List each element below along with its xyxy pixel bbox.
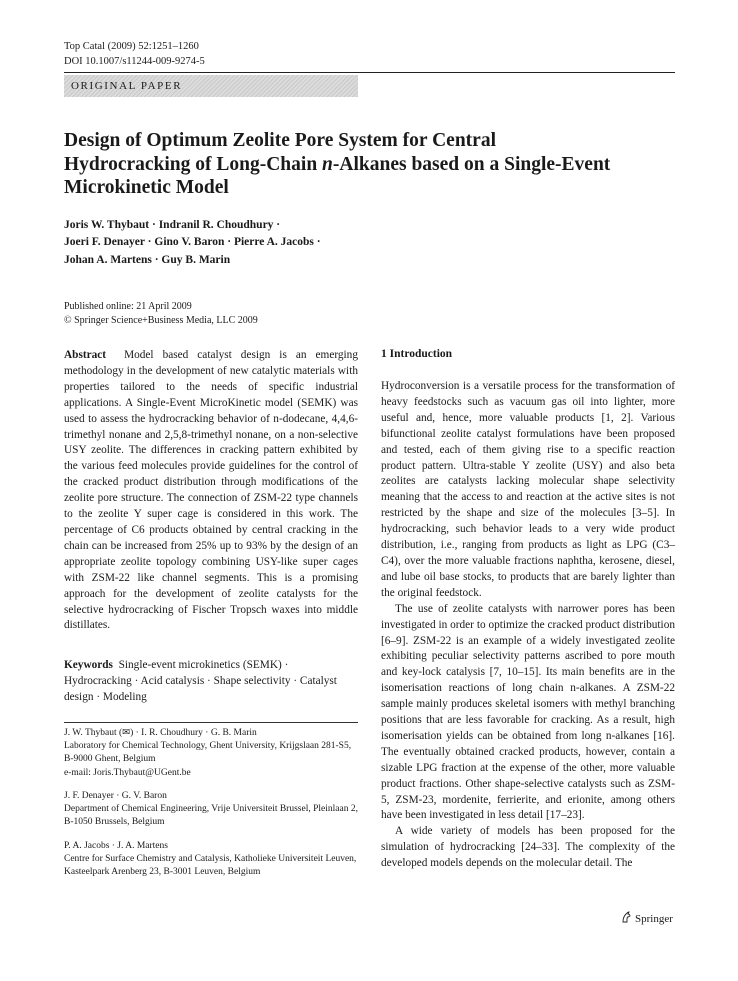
abstract-label: Abstract (64, 349, 107, 361)
publisher-mark (620, 911, 673, 926)
doi: DOI 10.1007/s11244-009-9274-5 (64, 56, 205, 67)
header-rule (64, 72, 675, 73)
published-date: Published online: 21 April 2009 (64, 301, 192, 312)
publisher-name: Springer (635, 912, 673, 925)
section-heading: 1 Introduction (381, 348, 453, 360)
affiliation: P. A. Jacobs · J. A. Martens Centre for Surface Chemistry and Catalysis, Katholieke Universiteit Leuven, Kasteelpark Arenberg 23, B-3001 Leuven, Belgium (64, 841, 357, 878)
author-line: Joeri F. Denayer · Gino V. Baron · Pierre A. Jacobs · (64, 236, 321, 249)
abstract (64, 348, 358, 634)
abstract-text: Model based catalyst design is an emerging methodology in the development of new catalytic materials with properties tailored to the needs of specific industrial applications. A Single-Event MicroKinetic model (SEMK) was used to assess the hydrocracking behavior of n-dodecane, 4,4,6-trimethyl nonane and 2,5,8-trimethyl nonane, on a non-selective USY zeolite. The differences in cracking pattern exhibited by the various feed molecules provide guidelines for the control of the cracked product distribution through modifications of the zeolite pore structure. The connection of ZSM-22 type channels to the zeolite Y super cage is considered in this work. The percentage of C6 products obtained by central cracking in the chain can be increased from 25% up to 93% by the design of an appropriate zeolite topology combining USY-like super cages with ZSM-22 like channel segments. This is a promising approach for the development of zeolite catalysts for the selective hydrocracking of Fischer Tropsch waxes into middle distillates. (64, 349, 358, 632)
copyright: © Springer Science+Business Media, LLC 2009 (64, 315, 258, 326)
author-list (64, 217, 484, 269)
springer-horse-icon (620, 911, 632, 926)
affiliation: J. F. Denayer · G. V. Baron Department of Chemical Engineering, Vrije Universiteit Brussel, Pleinlaan 2, B-1050 Brussels, Belgium (64, 791, 358, 828)
affiliation: J. W. Thybaut (✉) · I. R. Choudhury · G. B. Marin Laboratory for Chemical Technology, Ghent University, Krijgslaan 281-S5, B-9000 Ghent, Belgium e-mail: Joris.Thybaut@UGent.be (64, 728, 352, 778)
author-line: Johan A. Martens · Guy B. Marin (64, 253, 231, 266)
publication-info (64, 300, 258, 328)
affiliation-rule (64, 722, 358, 723)
introduction-body (381, 379, 675, 872)
author-line: Joris W. Thybaut · Indranil R. Choudhury · (64, 219, 281, 231)
keywords-label: Keywords (64, 659, 113, 671)
journal-citation: Top Catal (2009) 52:1251–1260 (64, 41, 199, 52)
paragraph: A wide variety of models has been proposed for the simulation of hydrocracking [24–33]. The complexity of the developed models depends on the molecular detail. The (381, 825, 675, 870)
keywords (64, 658, 358, 706)
paragraph: The use of zeolite catalysts with narrower pores has been investigated in order to optimize the cracked product distribution [6–9]. ZSM-22 is an example of a widely investigated zeolite exhibiting peculiar selectivity patterns ascribed to pore mouth and key-lock catalysis [7, 10–15]. Its main benefits are in the isomerisation reactions of long chain n-alkanes. A ZSM-22 sample mainly produces skeletal isomers with methyl branching positions that are less favorable for cracking. As a result, high isomerisation yields can be obtained from long n-alkanes [16]. The eventually obtained cracked products, however, contain a sizable LPG fraction at the expense of the other, more valuable product fractions. Other shape-selective catalysts such as ZSM-5, ZSM-23, mordenite, ferrierite, and erionite, among others have been investigated in less detail [17–23]. (381, 602, 675, 822)
paper-title: Design of Optimum Zeolite Pore System for Central Hydrocracking of Long-Chain n-Alkanes based on a Single-Event Microkinetic Model (64, 130, 611, 198)
keywords-text: Single-event microkinetics (SEMK) · Hydrocracking · Acid catalysis · Shape selectivity · Catalyst design · Modeling (64, 659, 337, 703)
journal-header (64, 39, 205, 69)
paragraph: Hydroconversion is a versatile process for the transformation of heavy feedstocks such as vacuum gas oil into lighter, more useful and, hence, more valuable products [1, 2]. Various bifunctional zeolite catalyst formulations have been proposed and tested, each of them giving rise to a specific reaction product pattern. Ultra-stable Y zeolite (USY) and also beta zeolites are catalysts lacking molecular shape selectivity meaning that the access to and reaction at the active sites is not restricted by the shape and size of the molecules [3–5]. In hydrocracking, such behavior leads to a very wide product distribution, i.e., ranging from products as light as LPG (C3–C4), over the more valuable fractions naphtha, kerosene, diesel, and lube oil base stocks, to products that are barely lighter than the original feedstock. (381, 380, 675, 599)
article-type-banner: ORIGINAL PAPER (64, 75, 358, 97)
